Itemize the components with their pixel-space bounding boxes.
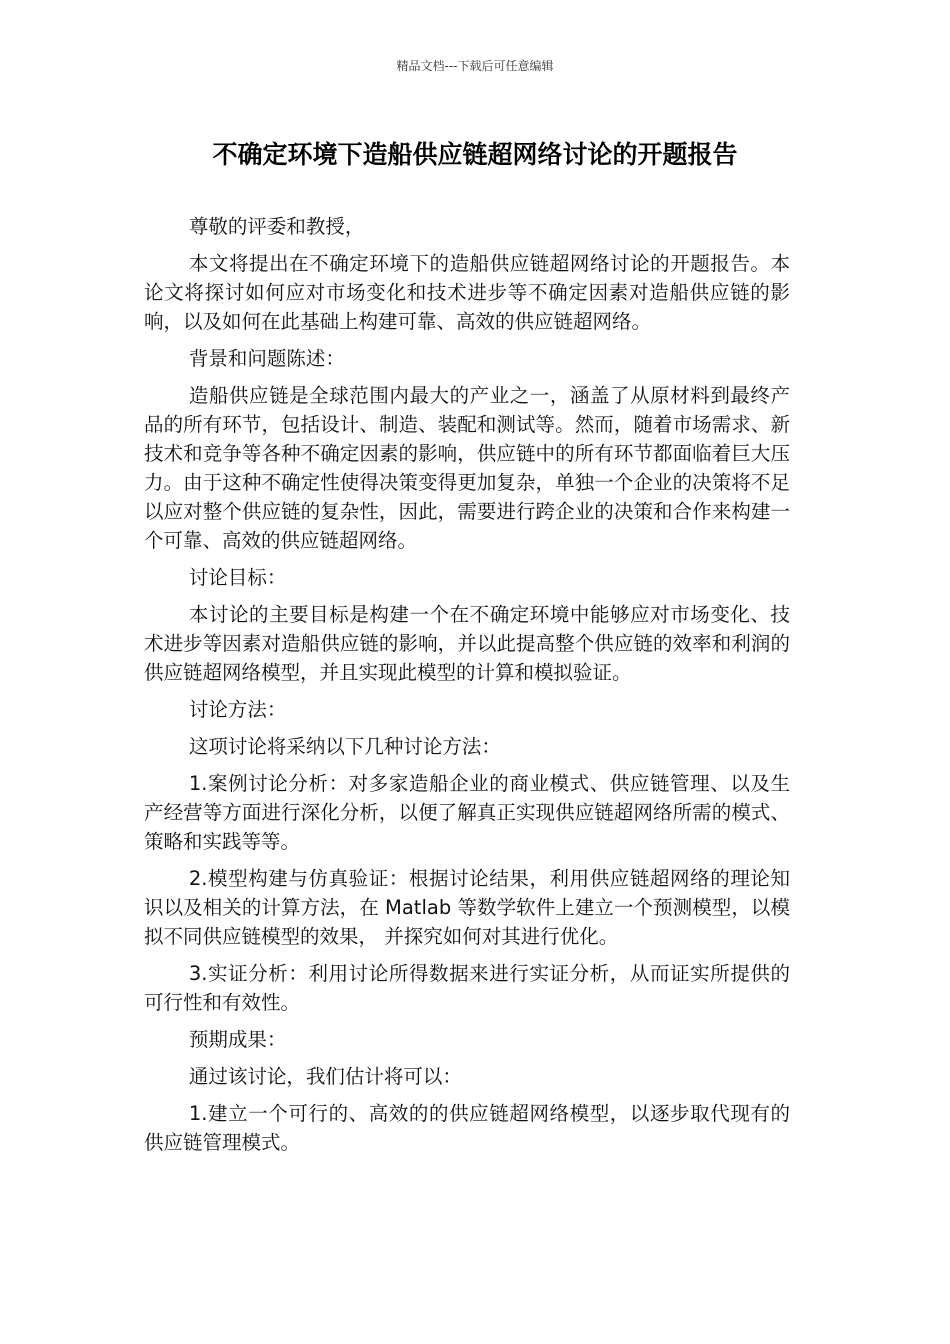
method-item-3: 3.实证分析：利用讨论所得数据来进行实证分析，从而证实所提供的可行性和有效性。 <box>144 962 790 1014</box>
salutation-paragraph: 尊敬的评委和教授， <box>188 215 365 238</box>
section-heading-methods: 讨论方法： <box>188 698 287 721</box>
outcomes-intro-paragraph: 通过该讨论，我们估计将可以： <box>188 1065 462 1088</box>
section-heading-goals: 讨论目标： <box>188 566 287 589</box>
method-item-1: 1.案例讨论分析：对多家造船企业的商业模式、供应链管理、以及生产经营等方面进行深化分析，以便了解真正实现供应链超网络所需的模式、策略和实践等等。 <box>144 772 790 853</box>
method-item-2: 2.模型构建与仿真验证：根据讨论结果，利用供应链超网络的理论知识以及相关的计算方法，在 Matlab 等数学软件上建立一个预测模型，以模拟不同供应链模型的效果， 并探究如何对其进行优化。 <box>144 867 790 948</box>
page-header: 精品文档---下载后可任意编辑 <box>396 59 554 73</box>
document-body <box>144 212 790 1165</box>
section-heading-background: 背景和问题陈述： <box>188 347 345 370</box>
methods-intro-paragraph: 这项讨论将采纳以下几种讨论方法： <box>188 735 501 758</box>
document-title: 不确定环境下造船供应链超网络讨论的开题报告 <box>212 140 738 169</box>
section-heading-outcomes: 预期成果： <box>188 1028 287 1051</box>
goals-paragraph: 本讨论的主要目标是构建一个在不确定环境中能够应对市场变化、技术进步等因素对造船供应链的影响，并以此提高整个供应链的效率和利润的供应链超网络模型，并且实现此模型的计算和模拟验证。 <box>144 603 790 684</box>
outcome-item-1: 1.建立一个可行的、高效的的供应链超网络模型，以逐步取代现有的供应链管理模式。 <box>144 1102 790 1154</box>
background-paragraph: 造船供应链是全球范围内最大的产业之一，涵盖了从原材料到最终产品的所有环节，包括设计、制造、装配和测试等。然而，随着市场需求、新技术和竞争等各种不确定因素的影响，供应链中的所有环节都面临着巨大压力。由于这种不确定性使得决策变得更加复杂，单独一个企业的决策将不足以应对整个供应链的复杂性，因此，需要进行跨企业的决策和合作来构建一个可靠、高效的供应链超网络。 <box>144 384 790 552</box>
intro-paragraph: 本文将提出在不确定环境下的造船供应链超网络讨论的开题报告。本论文将探讨如何应对市场变化和技术进步等不确定因素对造船供应链的影响，以及如何在此基础上构建可靠、高效的供应链超网络。 <box>144 252 790 333</box>
